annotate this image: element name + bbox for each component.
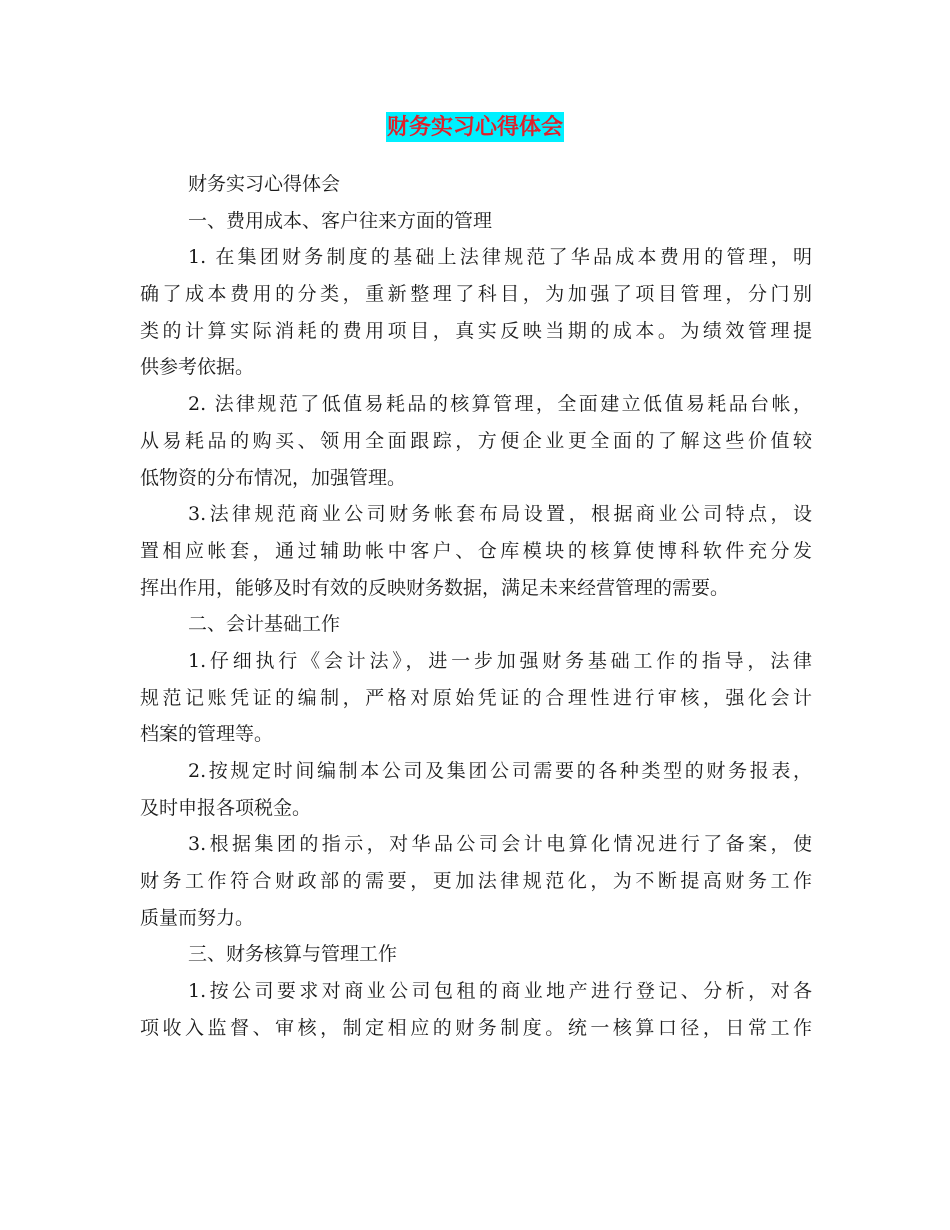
document-title-text: 财务实习心得体会 [386,114,563,140]
paragraph [140,496,812,606]
paragraph [140,203,812,240]
paragraph-line: 一、费用成本、客户往来方面的管理 [188,209,493,232]
paragraph-line: 三、财务核算与管理工作 [188,943,398,966]
paragraph-line: 类的计算实际消耗的费用项目，真实反映当期的成本。为绩效管理提 [140,319,812,342]
paragraph-line: 1.按公司要求对商业公司包租的商业地产进行登记、分析，对各 [188,980,812,1003]
paragraph-line: 财务工作符合财政部的需要，更加法律规范化，为不断提高财务工作 [140,870,812,893]
paragraph-line: 规范记账凭证的编制，严格对原始凭证的合理性进行审核，强化会计 [140,686,812,709]
paragraph-line: 1.仔细执行《会计法》，进一步加强财务基础工作的指导，法律 [188,649,812,672]
paragraph-line: 项收入监督、审核，制定相应的财务制度。统一核算口径，日常工作 [140,1016,812,1039]
paragraph [140,753,812,826]
paragraph-line: 二、会计基础工作 [188,613,341,636]
document-body [140,166,812,1047]
paragraph-line: 挥出作用，能够及时有效的反映财务数据，满足未来经营管理的需要。 [140,576,730,599]
paragraph [140,936,812,973]
paragraph-line: 2.按规定时间编制本公司及集团公司需要的各种类型的财务报表， [188,760,812,782]
paragraph [140,239,812,386]
paragraph-line: 3.法律规范商业公司财务帐套布局设置，根据商业公司特点，设 [188,503,812,526]
paragraph [140,606,812,643]
paragraph-line: 质量而努力。 [140,906,255,929]
paragraph-line: 确了成本费用的分类，重新整理了科目，为加强了项目管理，分门别 [140,283,812,306]
paragraph [140,643,812,753]
document-title [0,112,950,145]
paragraph-line: 2. 法律规范了低值易耗品的核算管理，全面建立低值易耗品台帐， [188,393,812,416]
paragraph [140,166,812,203]
paragraph [140,973,812,1046]
paragraph-line: 供参考依据。 [140,356,255,379]
paragraph-line: 财务实习心得体会 [188,173,341,195]
paragraph-line: 3.根据集团的指示，对华品公司会计电算化情况进行了备案，使 [188,833,812,856]
paragraph [140,826,812,936]
paragraph-line: 及时申报各项税金。 [140,796,312,819]
paragraph-line: 1. 在集团财务制度的基础上法律规范了华品成本费用的管理，明 [188,246,812,269]
paragraph-line: 低物资的分布情况，加强管理。 [140,466,407,489]
paragraph [140,386,812,496]
paragraph-line: 从易耗品的购买、领用全面跟踪，方便企业更全面的了解这些价值较 [140,429,812,452]
paragraph-line: 档案的管理等。 [140,723,274,746]
paragraph-line: 置相应帐套，通过辅助帐中客户、仓库模块的核算使博科软件充分发 [140,539,812,562]
